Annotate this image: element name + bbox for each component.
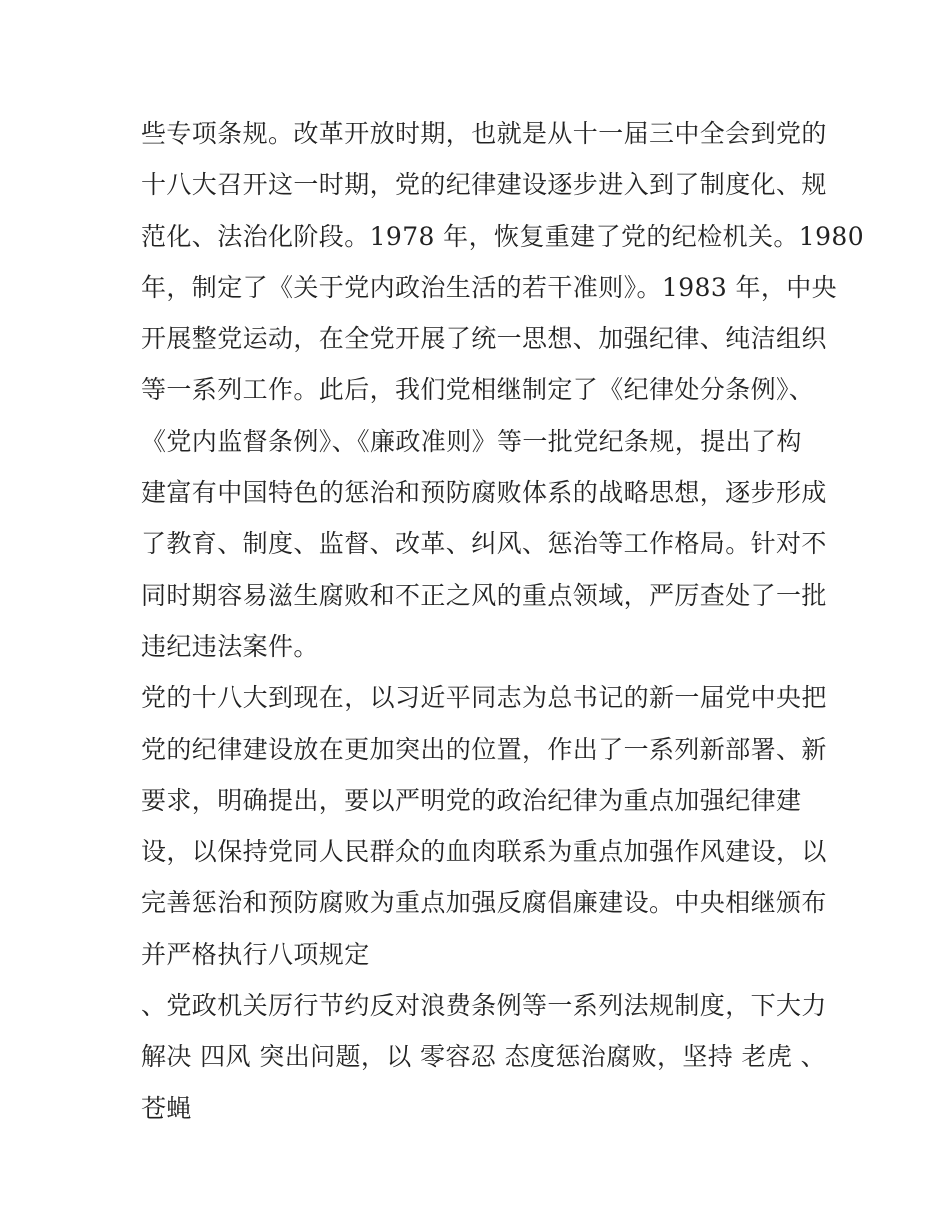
text-line: 些专项条规。改革开放时期，也就是从十一届三中全会到党的 (141, 119, 827, 148)
text-line: 了教育、制度、监督、改革、纠风、惩治等工作格局。针对不 (141, 529, 827, 559)
text-line: 苍蝇 (141, 1093, 192, 1123)
text-line: 设，以保持党同人民群众的血肉联系为重点加强作风建设，以 (141, 837, 827, 867)
text-line: 解决 四风 突出问题，以 零容忍 态度惩治腐败，坚持 老虎 、 (141, 1042, 827, 1072)
text-line: 开展整党运动，在全党开展了统一思想、加强纪律、纯洁组织 (141, 324, 827, 354)
text-line: 要求，明确提出，要以严明党的政治纪律为重点加强纪律建 (141, 785, 802, 815)
text-line: 同时期容易滋生腐败和不正之风的重点领域，严厉查处了一批 (141, 580, 827, 610)
text-line: 党的纪律建设放在更加突出的位置，作出了一系列新部署、新 (141, 734, 827, 764)
text-line: 并严格执行八项规定 (141, 939, 370, 969)
text-line: 《党内监督条例》、《廉政准则》等一批党纪条规，提出了构 (141, 426, 802, 456)
body-text (141, 108, 864, 1134)
text-line: 等一系列工作。此后，我们党相继制定了《纪律处分条例》、 (141, 375, 815, 405)
text-line: 范化、法治化阶段。1978 年，恢复重建了党的纪检机关。1980 (141, 221, 864, 251)
text-line: 年，制定了《关于党内政治生活的若干准则》。1983 年，中央 (141, 272, 838, 302)
text-line: 完善惩治和预防腐败为重点加强反腐倡廉建设。中央相继颁布 (141, 888, 827, 918)
text-line: 党的十八大到现在，以习近平同志为总书记的新一届党中央把 (141, 683, 827, 713)
text-line: 十八大召开这一时期，党的纪律建设逐步进入到了制度化、规 (141, 170, 827, 200)
text-line: 建富有中国特色的惩治和预防腐败体系的战略思想，逐步形成 (141, 478, 827, 508)
text-line: 、党政机关厉行节约反对浪费条例等一系列法规制度，下大力 (141, 991, 827, 1021)
text-line: 违纪违法案件。 (141, 631, 319, 661)
